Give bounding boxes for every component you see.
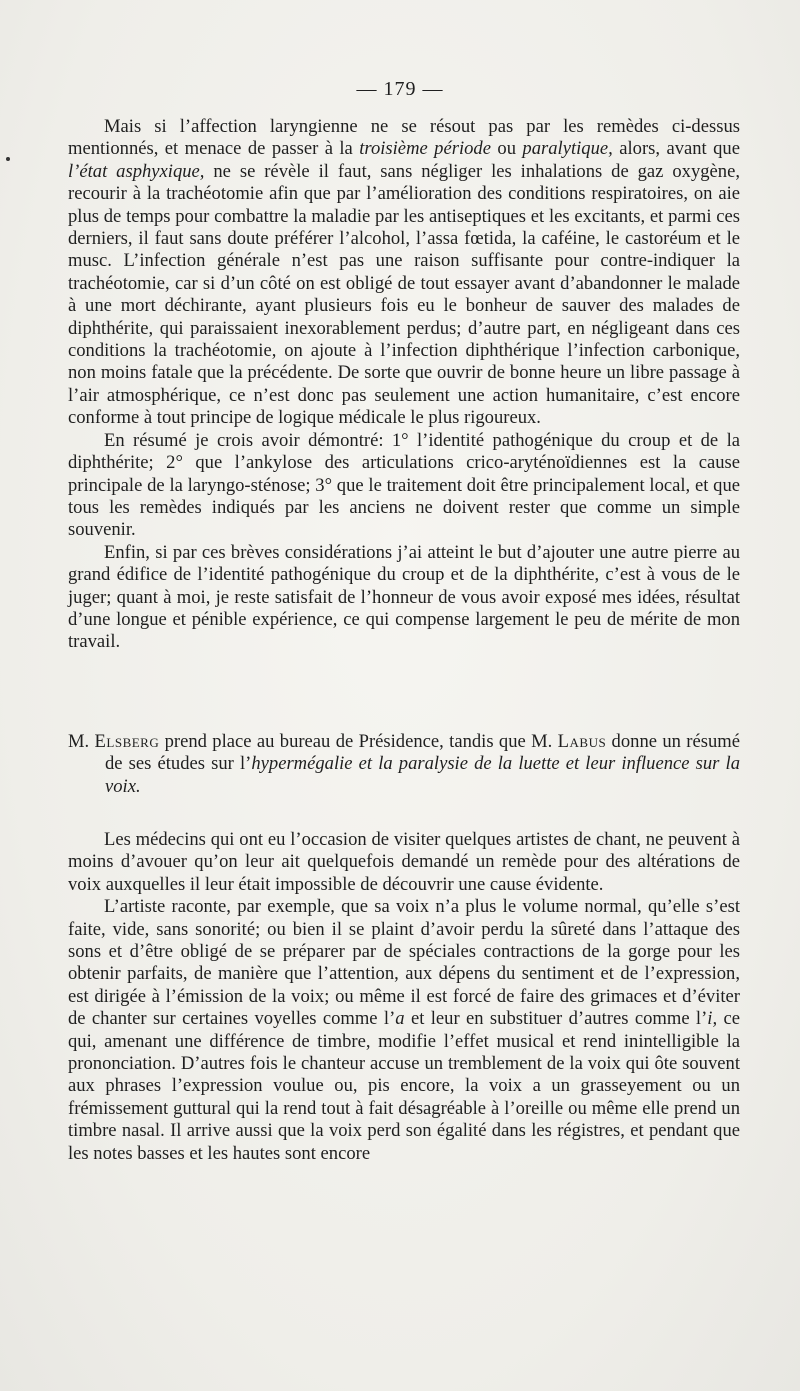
paragraph-tracheotomy: Mais si l’affection laryngienne ne se résout pas par les remèdes ci-dessus mentionnés, et menace de passer à la troisième période ou paralytique, alors, avant que l’état asphyxique, ne se révèle il faut, sans négliger les inhalations de gaz oxygène, recourir à la trachéotomie afin que par l’amélioration des conditions respiratoires, on aie plus de temps pour combattre la maladie par les antiseptiques et les excitants, et parmi ces derniers, il faut sans doute préférer l’alcohol, l’assa fœtida, la caféine, le castoréum et le musc. L’infection générale n’est pas une raison suffisante pour contre-indiquer la trachéotomie, car si d’un côté on est obligé de tout essayer avant d’abandonner le malade à une mort déchirante, ayant plusieurs fois eu le bonheur de sauver des malades de diphthérite, qui paraissaient inexorablement perdus; d’autre part, en négligeant dans ces conditions la trachéotomie, on ajoute à l’infection diphthérique l’infection carbonique, non moins fatale que la précédente. De sorte que ouvrir de bonne heure un libre passage à l’air atmosphérique, ce n’est donc pas seulement une action humanitaire, c’est encore conforme à tout principe de logique médicale le plus rigoureux. [68, 116, 740, 429]
speaker-elsberg: Elsberg [94, 731, 160, 752]
announcement-paragraph: M. Elsberg prend place au bureau de Présidence, tandis que M. Labus donne un résumé de ses études sur l’hypermégalie et la paralysie de la luette et leur influence sur la voix. [68, 731, 740, 797]
session-announcement [68, 731, 740, 798]
text-block-voice [68, 829, 740, 1165]
paragraph-physicians: Les médecins qui ont eu l’occasion de visiter quelques artistes de chant, ne peuvent à moins d’avouer qu’on leur ait quelquefois demandé un remède pour des altérations de voix auxquelles il leur était impossible de découvrir une cause évidente. [68, 829, 740, 895]
text-block-conclusion [68, 116, 740, 654]
communication-title: hypermégalie et la paralysie de la luette et leur influence sur la voix. [105, 753, 740, 797]
paragraph-closing: Enfin, si par ces brèves considérations j’ai atteint le but d’ajouter une autre pierre au grand édifice de l’identité pathogénique du croup et de la diphthérite, c’est à vous de le juger; quant à moi, je reste satisfait de l’honneur de vous avoir exposé mes idées, résultat d’une longue et pénible expérience, ce qui compense largement le peu de mérite de mon travail. [68, 541, 740, 653]
paragraph-summary: En résumé je crois avoir démontré: 1° l’identité pathogénique du croup et de la diphthérite; 2° que l’ankylose des articulations crico-aryténoïdiennes est la cause principale de la laryngo-sténose; 3° que le traitement doit être principalement local, et que tous les remèdes indiqués par les anciens ne doivent rester que comme un simple souvenir. [68, 429, 740, 541]
page-number: — 179 — [356, 78, 444, 100]
speaker-labus: Labus [557, 731, 607, 752]
margin-mark [6, 157, 10, 161]
paragraph-artist: L’artiste raconte, par exemple, que sa voix n’a plus le volume normal, qu’elle s’est faite, vide, sans sonorité; ou bien il se plaint d’avoir perdu la sûreté dans l’attaque des sons et d’être obligé de se préparer par de spéciales contractions de la gorge pour les obtenir parfaits, de manière que l’attention, aux dépens du sentiment et de l’expression, est dirigée à l’émission de la voix; ou même il est forcé de faire des grimaces et d’éviter de chanter sur certaines voyelles comme l’a et leur en substituer d’autres comme l’i, ce qui, amenant une différence de timbre, modifie l’effet musical et rend inintelligible la prononciation. D’autres fois le chanteur accuse un tremblement de la voix qui ôte souvent aux phrases l’expression voulue ou, pis encore, la voix a un grasseyement ou un frémissement guttural qui la rend tout à fait désagréable à l’oreille ou même elle prend un timbre nasal. Il arrive aussi que la voix perd son égalité dans les régistres, et pendant que les notes basses et les hautes sont encore [68, 896, 740, 1164]
